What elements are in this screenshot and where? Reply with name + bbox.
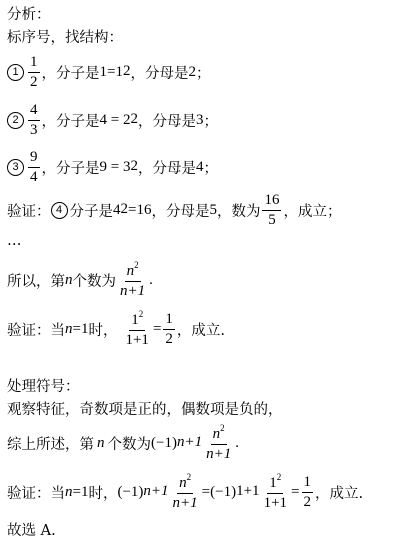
- item-2: 2 $\frac{4}{3}$ ，分子是 4 = 2 $^2$ ，分母是 3 ；: [7, 103, 218, 138]
- general-term: 所以，第 n 个数为 $\frac{n^2}{n+1}$ .: [7, 260, 153, 299]
- fraction-half: $\frac{1}{2}$: [165, 311, 173, 347]
- heading-sign: 处理符号：: [7, 379, 80, 395]
- fraction-verify-specific: $\frac{1^2}{1+1}$: [263, 472, 288, 511]
- circled-number-2: 2: [7, 112, 24, 129]
- answer: 故选 A.: [7, 523, 56, 539]
- fraction-verify-result: $\frac{1}{2}$: [303, 474, 311, 510]
- sign-observation: 观察特征，奇数项是正的，偶数项是负的，: [7, 402, 283, 418]
- fraction-2: $\frac{4}{3}$: [30, 102, 38, 138]
- heading-structure: 标序号，找结构：: [7, 30, 123, 46]
- verify-sign: 验证：当 n =1 时， (−1) $^{n+1}$ $\frac{n^2}{n+1}$ = (−1) $^{1+1}$ $\frac{1^2}{1+1}$ = $\frac{1}{2}$ ，成立.: [7, 472, 364, 511]
- circled-number-3: 3: [7, 159, 24, 176]
- fraction-general: $\frac{n^2}{n+1}$: [120, 260, 146, 299]
- item-3: 3 $\frac{9}{4}$ ，分子是 9 = 3 $^2$ ，分母是 4 ；: [7, 150, 218, 185]
- circled-number-1: 1: [7, 64, 24, 81]
- item-1: 1 $\frac{1}{2}$ ，分子是 1=1 $^2$ ，分母是 2 ；: [7, 55, 210, 90]
- fraction-3: $\frac{9}{4}$: [30, 149, 38, 185]
- fraction-16-5: $\frac{16}{5}$: [264, 192, 280, 228]
- summary-term: 综上所述，第 n 个数为 (−1) $^{n+1}$ $\frac{n^2}{n+1}$ .: [7, 423, 239, 462]
- circled-number-4: 4: [51, 202, 68, 219]
- ellipsis: …: [7, 233, 22, 249]
- verify-n1: 验证：当 n =1 时， $\frac{1^2}{1+1}$ = $\frac{1}{2}$ ，成立.: [7, 309, 226, 348]
- fraction-check: $\frac{1^2}{1+1}$: [125, 309, 149, 348]
- fraction-summary: $\frac{n^2}{n+1}$: [206, 423, 232, 462]
- verify-4: 验证： 4 分子是 4 $^2$ =16 ，分母是 5 ，数为 $\frac{16}{5}$ ，成立；: [7, 192, 342, 228]
- fraction-1: $\frac{1}{2}$: [30, 54, 38, 90]
- fraction-verify-general: $\frac{n^2}{n+1}$: [172, 472, 198, 511]
- heading-analysis: 分析：: [7, 7, 51, 23]
